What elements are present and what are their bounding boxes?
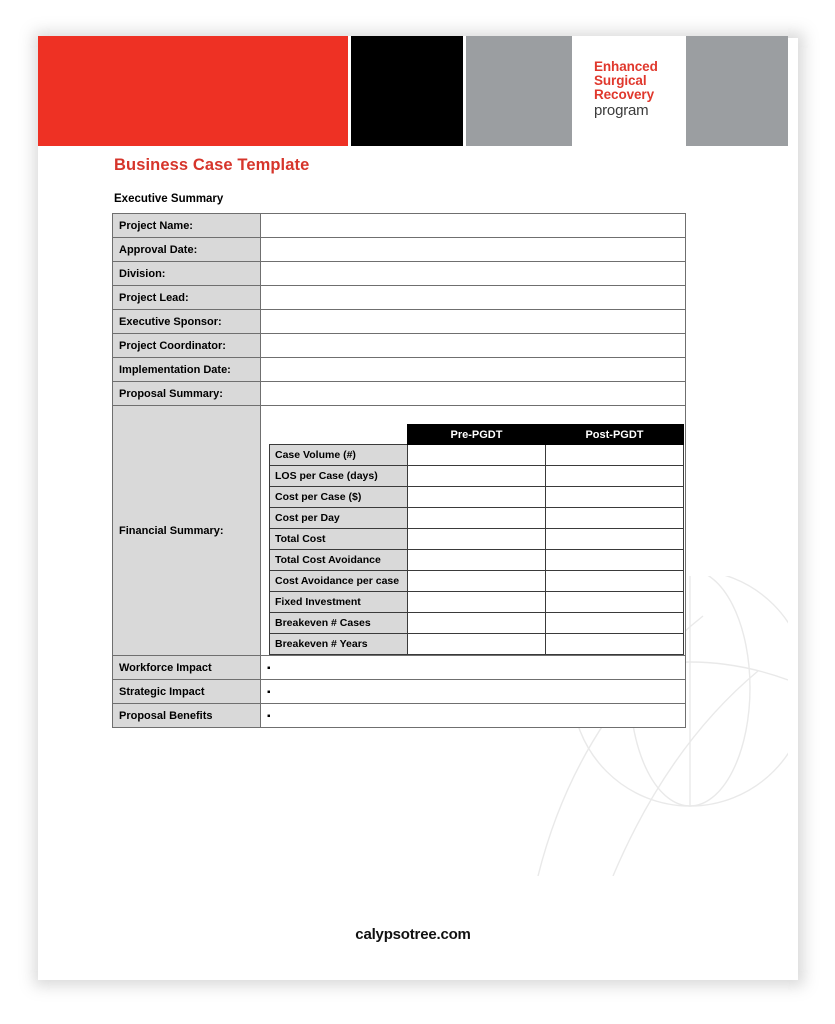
- impact-row: [113, 704, 686, 728]
- financial-post-value-field[interactable]: [546, 487, 684, 508]
- financial-metric-label: Cost per Day: [270, 508, 408, 529]
- logo-line-enhanced: Enhanced: [594, 59, 658, 74]
- financial-summary-container: [261, 406, 686, 656]
- page-title: Business Case Template: [114, 156, 310, 174]
- financial-metric-row: [270, 571, 684, 592]
- logo-line-program: program: [594, 102, 649, 120]
- impact-row: [113, 656, 686, 680]
- financial-pre-value-field[interactable]: [408, 613, 546, 634]
- summary-row-label: Project Lead:: [113, 286, 261, 310]
- summary-row-label: Executive Sponsor:: [113, 310, 261, 334]
- financial-post-value-field[interactable]: [546, 466, 684, 487]
- impact-row-label: Proposal Benefits: [113, 704, 261, 728]
- summary-row-value-field[interactable]: [261, 310, 686, 334]
- footer-watermark-text: calypsotree.com: [355, 926, 471, 943]
- header-band-gray-right: [686, 36, 788, 146]
- impact-row-label: Workforce Impact: [113, 656, 261, 680]
- table-row: [113, 358, 686, 382]
- financial-pre-value-field[interactable]: [408, 529, 546, 550]
- financial-pre-value-field[interactable]: [408, 487, 546, 508]
- executive-summary-table: [112, 213, 686, 728]
- header-band-black: [351, 36, 463, 146]
- header-band-gray-left: [466, 36, 572, 146]
- financial-metric-label: Total Cost Avoidance: [270, 550, 408, 571]
- financial-post-value-field[interactable]: [546, 634, 684, 655]
- financial-metric-row: [270, 613, 684, 634]
- financial-pre-value-field[interactable]: [408, 634, 546, 655]
- financial-metric-label: Cost per Case ($): [270, 487, 408, 508]
- summary-row-label: Division:: [113, 262, 261, 286]
- summary-row-value-field[interactable]: [261, 214, 686, 238]
- financial-summary-label: Financial Summary:: [113, 406, 261, 656]
- financial-post-value-field[interactable]: [546, 592, 684, 613]
- impact-row-bullet-field[interactable]: [261, 680, 686, 704]
- bullet-icon: ▪: [267, 710, 271, 722]
- financial-metric-label: Breakeven # Cases: [270, 613, 408, 634]
- financial-metric-row: [270, 466, 684, 487]
- financial-post-value-field[interactable]: [546, 613, 684, 634]
- impact-row-bullet-field[interactable]: [261, 704, 686, 728]
- financial-metric-row: [270, 550, 684, 571]
- financial-metric-label: Case Volume (#): [270, 445, 408, 466]
- summary-row-label: Project Name:: [113, 214, 261, 238]
- bullet-icon: ▪: [267, 686, 271, 698]
- table-row: [113, 310, 686, 334]
- summary-row-value-field[interactable]: [261, 382, 686, 406]
- financial-post-value-field[interactable]: [546, 508, 684, 529]
- financial-metric-row: [270, 634, 684, 655]
- impact-row-label: Strategic Impact: [113, 680, 261, 704]
- summary-row-label: Approval Date:: [113, 238, 261, 262]
- financial-pre-value-field[interactable]: [408, 550, 546, 571]
- table-row: [113, 286, 686, 310]
- financial-metric-label: Breakeven # Years: [270, 634, 408, 655]
- financial-pre-value-field[interactable]: [408, 466, 546, 487]
- impact-row: [113, 680, 686, 704]
- financial-post-value-field[interactable]: [546, 571, 684, 592]
- financial-metric-row: [270, 592, 684, 613]
- document-page: [38, 36, 788, 980]
- summary-row-label: Proposal Summary:: [113, 382, 261, 406]
- summary-row-value-field[interactable]: [261, 286, 686, 310]
- header-band-red: [38, 36, 348, 146]
- financial-metric-row: [270, 508, 684, 529]
- financial-metrics-table: [269, 424, 684, 655]
- financial-pre-value-field[interactable]: [408, 571, 546, 592]
- financial-pre-value-field[interactable]: [408, 445, 546, 466]
- table-row: [113, 382, 686, 406]
- financial-metric-row: [270, 487, 684, 508]
- summary-row-value-field[interactable]: [261, 238, 686, 262]
- summary-row-label: Implementation Date:: [113, 358, 261, 382]
- bullet-icon: ▪: [267, 662, 271, 674]
- logo-line-surgical: Surgical: [594, 73, 647, 89]
- financial-summary-row: [113, 406, 686, 656]
- financial-metric-label: LOS per Case (days): [270, 466, 408, 487]
- financial-header-spacer: [270, 425, 408, 445]
- summary-row-value-field[interactable]: [261, 334, 686, 358]
- section-heading: Executive Summary: [114, 193, 224, 205]
- table-row: [113, 214, 686, 238]
- financial-pre-value-field[interactable]: [408, 592, 546, 613]
- logo-line-recovery: Recovery: [594, 87, 654, 103]
- financial-metric-label: Total Cost: [270, 529, 408, 550]
- financial-metric-label: Fixed Investment: [270, 592, 408, 613]
- esr-program-logo: [594, 60, 694, 119]
- financial-column-header: Post-PGDT: [546, 425, 684, 445]
- table-row: [113, 238, 686, 262]
- summary-row-value-field[interactable]: [261, 358, 686, 382]
- financial-post-value-field[interactable]: [546, 529, 684, 550]
- header-band-strip: [38, 36, 788, 146]
- financial-column-header: Pre-PGDT: [408, 425, 546, 445]
- summary-row-value-field[interactable]: [261, 262, 686, 286]
- impact-row-bullet-field[interactable]: [261, 656, 686, 680]
- financial-metric-row: [270, 529, 684, 550]
- financial-metric-row: [270, 445, 684, 466]
- financial-post-value-field[interactable]: [546, 445, 684, 466]
- financial-pre-value-field[interactable]: [408, 508, 546, 529]
- financial-header-row: [270, 425, 684, 445]
- summary-row-label: Project Coordinator:: [113, 334, 261, 358]
- table-row: [113, 262, 686, 286]
- table-row: [113, 334, 686, 358]
- financial-post-value-field[interactable]: [546, 550, 684, 571]
- financial-metric-label: Cost Avoidance per case: [270, 571, 408, 592]
